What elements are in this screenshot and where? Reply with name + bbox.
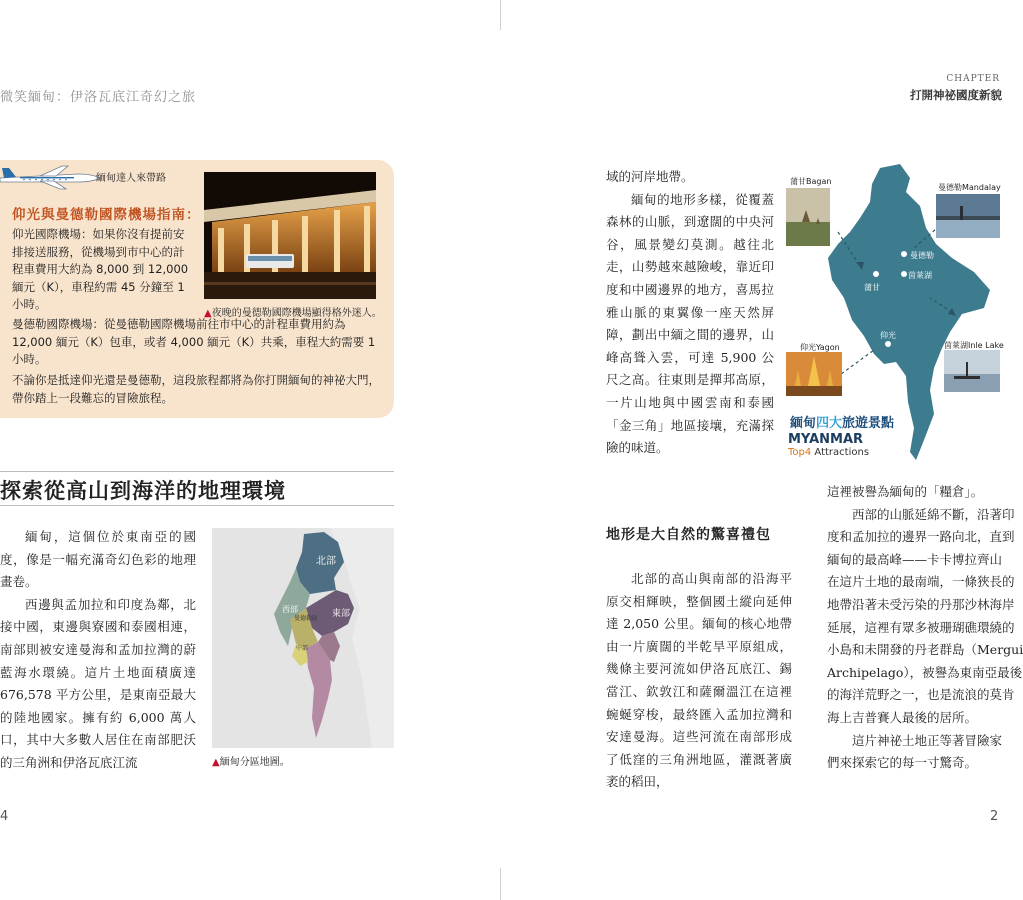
attractions-title (788, 412, 896, 458)
page-number-left: 4 (0, 809, 9, 824)
body-paragraph: 北部的高山與南部的沿海平原交相輝映，整個國土縱向延伸達 2,050 公里。緬甸的核心地帶由一片廣闊的半乾旱平原組成，幾條主要河流如伊洛瓦底江、錫當江、欽敦江和薩爾溫江在這裡蜿蜒穿梭，最終匯入孟加拉灣和安達曼海。這些河流在南部形成了低窪的三角洲地區，灌溉著廣袤的稻田， (606, 571, 792, 790)
box-tag: 緬甸達人來帶路 (96, 173, 166, 184)
gutter-mark-bottom (500, 868, 501, 900)
gutter-mark-top (500, 0, 501, 30)
box-paragraph-closing: 不論你是抵達仰光還是曼德勒，這段旅程都將為你打開緬甸的神祕大門，帶你踏上一段難忘的冒險旅程。 (12, 373, 380, 405)
right-column-line: Archipelago），被譽為東南亞最後 (827, 664, 1023, 680)
caption-triangle-icon: ▲ (204, 308, 212, 319)
region-map (212, 528, 394, 748)
box-paragraph-yangon: 仰光國際機場：如果你沒有提前安排接送服務，從機場到市中心的計程車費用大約為 8,000 到 12,000 緬元（K），車程約需 45 分鐘至 1 小時。 (12, 227, 189, 311)
region-label-mandalay: 曼德勒區 (294, 615, 319, 622)
right-column-line: 延展，這裡有眾多被珊瑚礁環繞的 (827, 619, 1015, 635)
running-header-right (910, 74, 1000, 103)
airplane-icon (0, 164, 104, 190)
right-column-line: 度和孟加拉的邊界一路向北，直到 (827, 529, 1015, 545)
attractions-map (784, 162, 1004, 462)
middle-body-column-2 (606, 568, 792, 794)
right-column-line: 的海洋荒野之一，也是流浪的莫肯 (827, 687, 1015, 703)
attractions-subtitle: Top4 Attractions (788, 447, 870, 458)
pin-mandalay: 曼德勒 (910, 251, 934, 260)
region-label-center: 中部 (296, 645, 309, 652)
right-column-line: 這片神祕土地正等著冒險家 (827, 732, 1003, 748)
region-label-west: 西部 (282, 605, 298, 614)
airport-caption-text: 夜晚的曼德勒國際機場顯得格外迷人。 (211, 308, 382, 319)
label-yangon: 仰光Yagon (800, 343, 840, 352)
caption-triangle-icon: ▲ (212, 757, 220, 768)
label-bagan: 蒲甘Bagan (790, 177, 832, 186)
inle-photo (944, 350, 1000, 392)
pin-yangon: 仰光 (880, 331, 896, 340)
label-mandalay: 曼德勒Mandalay (938, 183, 1001, 192)
bagan-photo (786, 188, 830, 246)
running-header-left: 微笑緬甸：伊洛瓦底江奇幻之旅 (0, 90, 197, 105)
attractions-title-en: MYANMAR (788, 432, 864, 447)
region-label-north: 北部 (316, 556, 336, 567)
section-heading (0, 471, 394, 506)
right-column-line: 小島和未開發的丹老群島（Mergui (827, 642, 1023, 658)
region-map-caption (212, 753, 290, 768)
section-heading-text: 探索從高山到海洋的地理環境 (0, 478, 286, 503)
chapter-title: 打開神祕國度新貌 (910, 88, 1002, 102)
right-column-line: 這裡被譽為緬甸的「糧倉」。 (827, 484, 984, 499)
airport-photo (204, 172, 376, 299)
pin-bagan: 蒲甘 (864, 283, 880, 292)
right-body-column (827, 481, 1023, 775)
left-body-column (0, 526, 196, 775)
right-column-line: 西部的山脈延綿不斷，沿著印 (827, 506, 1015, 522)
right-column-line: 們來探索它的每一寸驚奇。 (827, 755, 978, 771)
body-paragraph: 緬甸，這個位於東南亞的國度，像是一幅充滿奇幻色彩的地理畫卷。 (0, 529, 196, 590)
body-paragraph: 西邊與孟加拉和印度為鄰，北接中國，東邊與寮國和泰國相連，南部則被安達曼海和孟加拉灣的蔚藍海水環繞。這片土地面積廣達 676,578 平方公里，是東南亞最大的陸地國家。擁有約 6,000 萬人口，其中大多數人居住在南部肥沃的三角洲和伊洛瓦底江流 (0, 596, 196, 770)
box-paragraph-mandalay: 曼德勒國際機場：從曼德勒國際機場前往市中心的計程車費用約為 12,000 緬元（K）包車，或者 4,000 緬元（K）共乘，車程大約需要 1 小時。 (12, 317, 376, 366)
airport-photo-caption (204, 304, 382, 319)
right-column-line: 在這片土地的最南端，一條狹長的 (827, 574, 1015, 590)
page-number-right: 2 (990, 809, 999, 824)
attractions-title-zh: 緬甸四大旅遊景點 (788, 412, 896, 431)
body-paragraph: 緬甸的地形多樣，從覆蓋森林的山脈，到遼闊的中央河谷，風景變幻莫測。越往北走，山勢越來越險峻，靠近印度和中國邊界的地方，喜馬拉雅山脈的東翼像一座天然屏障，劃出中緬之間的邊界，山峰高聳入雲，可達 5,900 公尺之高。往東則是撣邦高原，一片山地與中國雲南和泰國「金三角」地區接壤，充滿探險的味道。 (606, 191, 774, 456)
label-inle: 茵萊湖Inle Lake (944, 341, 1004, 350)
box-title: 仰光與曼德勒國際機場指南： (12, 207, 201, 223)
middle-body-column (606, 166, 774, 460)
right-column-line: 海上吉普賽人最後的居所。 (827, 709, 978, 725)
region-label-east: 東部 (332, 609, 351, 619)
pin-inle: 茵萊湖 (908, 271, 932, 280)
body-paragraph: 域的河岸地帶。 (606, 169, 694, 184)
right-column-line: 地帶沿著未受污染的丹那沙林海岸 (827, 596, 1015, 612)
subheading: 地形是大自然的驚喜禮包 (606, 527, 771, 543)
region-caption-text: 緬甸分區地圖。 (219, 757, 290, 768)
yangon-photo (786, 352, 842, 396)
right-column-line: 緬甸的最高峰——卡卡博拉齊山 (827, 551, 1003, 567)
mandalay-photo (936, 194, 1000, 238)
chapter-label: CHAPTER (946, 74, 1000, 84)
